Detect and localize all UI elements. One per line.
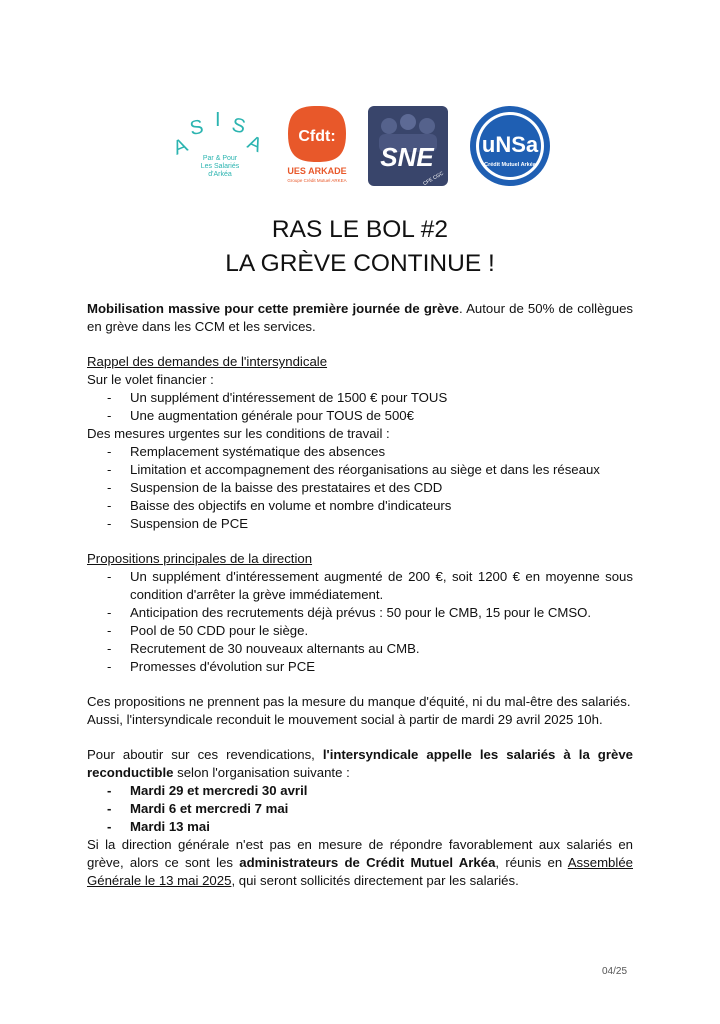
- list-item: - Mardi 13 mai: [87, 818, 633, 836]
- asisa-letter: S: [229, 113, 248, 139]
- conditions-label: Des mesures urgentes sur les conditions de travail :: [87, 426, 390, 441]
- page-number: 04/25: [602, 966, 628, 977]
- list-item: - Mardi 6 et mercredi 7 mai: [87, 800, 633, 818]
- sne-wordmark: SNE: [380, 142, 434, 172]
- sne-cfecgc: CFE CGC: [422, 170, 445, 188]
- list-item: - Suspension de PCE: [87, 515, 633, 533]
- union-logos: [0, 104, 720, 190]
- list-item: - Recrutement de 30 nouveaux alternants au CMB.: [87, 640, 633, 658]
- list-item: - Un supplément d'intéressement de 1500 € pour TOUS: [87, 389, 633, 407]
- unsa-wordmark: uNSa: [481, 132, 539, 157]
- asisa-logo: [168, 104, 272, 188]
- list-item: - Un supplément d'intéressement augmenté de 200 €, soit 1200 € en moyenne sous condition d'arrêter la grève immédiatement.: [87, 568, 633, 604]
- cfdt-wordmark: Cfdt:: [298, 128, 336, 145]
- asisa-letter: A: [244, 131, 266, 158]
- list-item: - Baisse des objectifs en volume et nombre d'indicateurs: [87, 497, 633, 515]
- asisa-tagline: d'Arkéa: [208, 171, 232, 178]
- list-item: - Une augmentation générale pour TOUS de 500€: [87, 407, 633, 425]
- final-bold: administrateurs de Crédit Mutuel Arkéa: [239, 855, 496, 870]
- intro-text: . Autour de 50% de collègues en grève dans les CCM et les services.: [87, 301, 634, 334]
- reconduction-paragraph: Aussi, l'intersyndicale reconduit le mouvement social à partir de mardi 29 avril 2025 10h.: [87, 712, 603, 727]
- financier-list: [87, 389, 633, 425]
- constat-paragraph: Ces propositions ne prennent pas la mesure du manque d'équité, ni du mal-être des salariés.: [87, 694, 631, 709]
- list-item: - Pool de 50 CDD pour le siège.: [87, 622, 633, 640]
- cfdt-group: Groupe Crédit Mutuel ARKEA: [287, 178, 347, 183]
- final-underline: Assemblée Générale le 13 mai 2025: [87, 855, 633, 888]
- document-title: [0, 213, 720, 281]
- sne-logo: [367, 104, 449, 188]
- asisa-letter: S: [188, 115, 206, 140]
- asisa-letter: A: [170, 134, 191, 160]
- propositions-list: [87, 568, 633, 676]
- appel-paragraph: [87, 746, 633, 782]
- list-item: - Promesses d'évolution sur PCE: [87, 658, 633, 676]
- conditions-list: [87, 443, 633, 533]
- title-line-1: RAS LE BOL #2: [271, 216, 449, 243]
- asisa-letter: I: [215, 109, 221, 131]
- document-body: [87, 300, 633, 890]
- financier-label: Sur le volet financier :: [87, 372, 214, 387]
- intro-paragraph: [87, 300, 633, 336]
- final-paragraph: Si la direction générale n'est pas en mesure de répondre favorablement aux salariés en grève, alors ce sont les administrateurs de Crédit Mutuel Arkéa, réunis en Assemblée Générale le 13 mai 2025, qui seront sollicités directement par les salariés.: [87, 837, 633, 888]
- demandes-heading: Rappel des demandes de l'intersyndicale: [87, 354, 328, 369]
- appel-bold: l'intersyndicale appelle les salariés à la grève reconductible: [87, 747, 633, 780]
- title-line-2: LA GRÈVE CONTINUE !: [225, 250, 495, 277]
- strike-dates-list: [87, 782, 633, 836]
- list-item: - Mardi 29 et mercredi 30 avril: [87, 782, 633, 800]
- intro-bold: Mobilisation massive pour cette première journée de grève: [87, 301, 460, 316]
- cfdt-ues: UES ARKADE: [287, 166, 347, 176]
- cfdt-logo: [280, 104, 354, 188]
- list-item: - Anticipation des recrutements déjà prévus : 50 pour le CMB, 15 pour le CMSO.: [87, 604, 633, 622]
- list-item: - Remplacement systématique des absences: [87, 443, 633, 461]
- unsa-logo: [468, 104, 552, 188]
- list-item: - Limitation et accompagnement des réorganisations au siège et dans les réseaux: [87, 461, 633, 479]
- list-item: - Suspension de la baisse des prestataires et des CDD: [87, 479, 633, 497]
- asisa-tagline: Les Salariés: [200, 163, 240, 170]
- asisa-tagline: Par & Pour: [202, 155, 238, 162]
- unsa-sub: Crédit Mutuel Arkéa: [484, 162, 536, 168]
- appel-pre: Pour aboutir sur ces revendications,: [87, 747, 323, 762]
- propositions-heading: Propositions principales de la direction: [87, 551, 313, 566]
- appel-post: selon l'organisation suivante :: [173, 765, 350, 780]
